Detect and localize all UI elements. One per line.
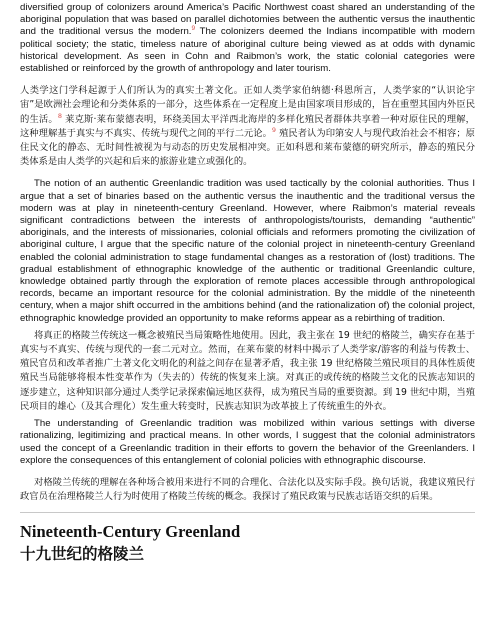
paragraph-1-zh-part-c: 殖民者认为印第安人与现代政治社会不相容；原住民文化的静态、无时间性被视为与动态的历史发展相冲突。正如科恩和莱布蒙德的研究所示，静态的殖民分类体系是由人类学的兴起和后来的旅游业建立或强化的。 [20,127,475,168]
paragraph-1-zh [20,84,475,169]
paragraph-3-en: The understanding of Greenlandic tradition was mobilized within various settings with diverse rationalizing, legitimizing and practical means. In other words, I suggest that the colonial administrators used the concept of a Greenlandic tradition in their efforts to govern the behavior of the Greenlanders. I explore the consequences of this entanglement of colonial policies with ethnographic discourse. [20,418,475,466]
paragraph-3-zh: 对格陵兰传统的理解在各种场合被用来进行不同的合理化、合法化以及实际手段。换句话说，我建议殖民行政官员在治理格陵兰人行为时使用了格陵兰传统的概念。我探讨了殖民政策与民族志话语交织的后果。 [20,476,475,503]
paragraph-1-zh-part-b: 莱克斯·莱布蒙德表明，环绕美国太平洋西北海岸的多样化殖民者群体共享着一种对原住民的理解，这种理解基于真实与不真实、传统与现代之间的平行二元论。 [20,113,475,139]
paragraph-1-en-part-a: diversified group of colonizers around America’s Pacific Northwest coast shared an understanding of the aboriginal population that was based on parallel dichotomies between the authentic versus the inauthentic and the traditional versus the modern. [20,2,475,38]
paragraph-1-zh-part-a: 人类学这门学科起源于人们所认为的真实土著文化。正如人类学家伯纳德·科恩所言，人类学家的“认识论宇宙”是欧洲社会理论和分类体系的一部分，这些体系在一定程度上是由国家项目形成的，旨在重塑其国内外臣民的生活。 [20,85,475,125]
footnote-ref-9[interactable]: 9 [191,25,196,33]
paragraph-2-en: The notion of an authentic Greenlandic tradition was used tactically by the colonial authorities. Thus I argue that a set of binaries based on the authentic versus the inauthentic and the traditional versus the modern was at play in nineteenth-century Greenland. However, where Raibmon’s material reveals significant contradictions between the interests of anthropologists/tourists, demanding “authentic” aboriginals, and the interests of missionaries, colonial officials and reformers promoting the civilization of aboriginal culture, I argue that the specific nature of the colonial project in nineteenth-century Greenland enabled the colonial administration to stage fundamental changes as a restoration of (lost) traditions. The gradual establishment of ethnographic knowledge of the authentic or traditional Greenlandic culture, knowledge obtained partly through the exploration of remote places accessible through anthropological records, became an important resource for the colonial administration. By the middle of the nineteenth century, when a major shift occurred in the ambitions behind (and the rationalization of) the colonial project, ethnographic knowledge provided an opportunity to make reforms appear as a rebirthing of tradition. [20,178,475,324]
section-heading-zh: 十九世纪的格陵兰 [20,545,145,564]
section-divider [20,512,475,513]
section-heading-en: Nineteenth-Century Greenland [20,522,241,542]
paragraph-1-en [20,2,475,75]
footnote-ref-8[interactable]: 8 [57,111,62,120]
footnote-ref-9-zh[interactable]: 9 [271,125,277,134]
paragraph-2-zh: 将真正的格陵兰传统这一概念被殖民当局策略性地使用。因此，我主张在 19 世纪的格陵兰，确实存在基于真实与不真实、传统与现代的一套二元对立。然而，在莱布蒙的材料中揭示了人类学家/游客的利益与传教士、殖民官员和改革者推广土著文化文明化的利益之间存在显著矛盾，我主张 19 世纪格陵兰殖民项目的具体性质使殖民当局能够将根本性变革作为（失去的）传统的恢复来上演。对真正的或传统的格陵兰文化的民族志知识的逐步建立，这种知识部分通过人类学记录探索偏远地区获得，成为殖民当局的重要资源。到 19 世纪中期，当殖民项目的雄心（及其合理化）发生重大转变时，民族志知识为改革披上了传统重生的外衣。 [20,329,475,412]
paragraph-1-en-part-b: The colonizers deemed the Indians incompatible with modern political society; the static, timeless nature of aboriginal culture being viewed as at odds with dynamic historical development. As seen in Cohn and Raibmon’s work, the static colonial categories were established or reinforced by the growth of anthropology and later tourism. [20,26,475,75]
